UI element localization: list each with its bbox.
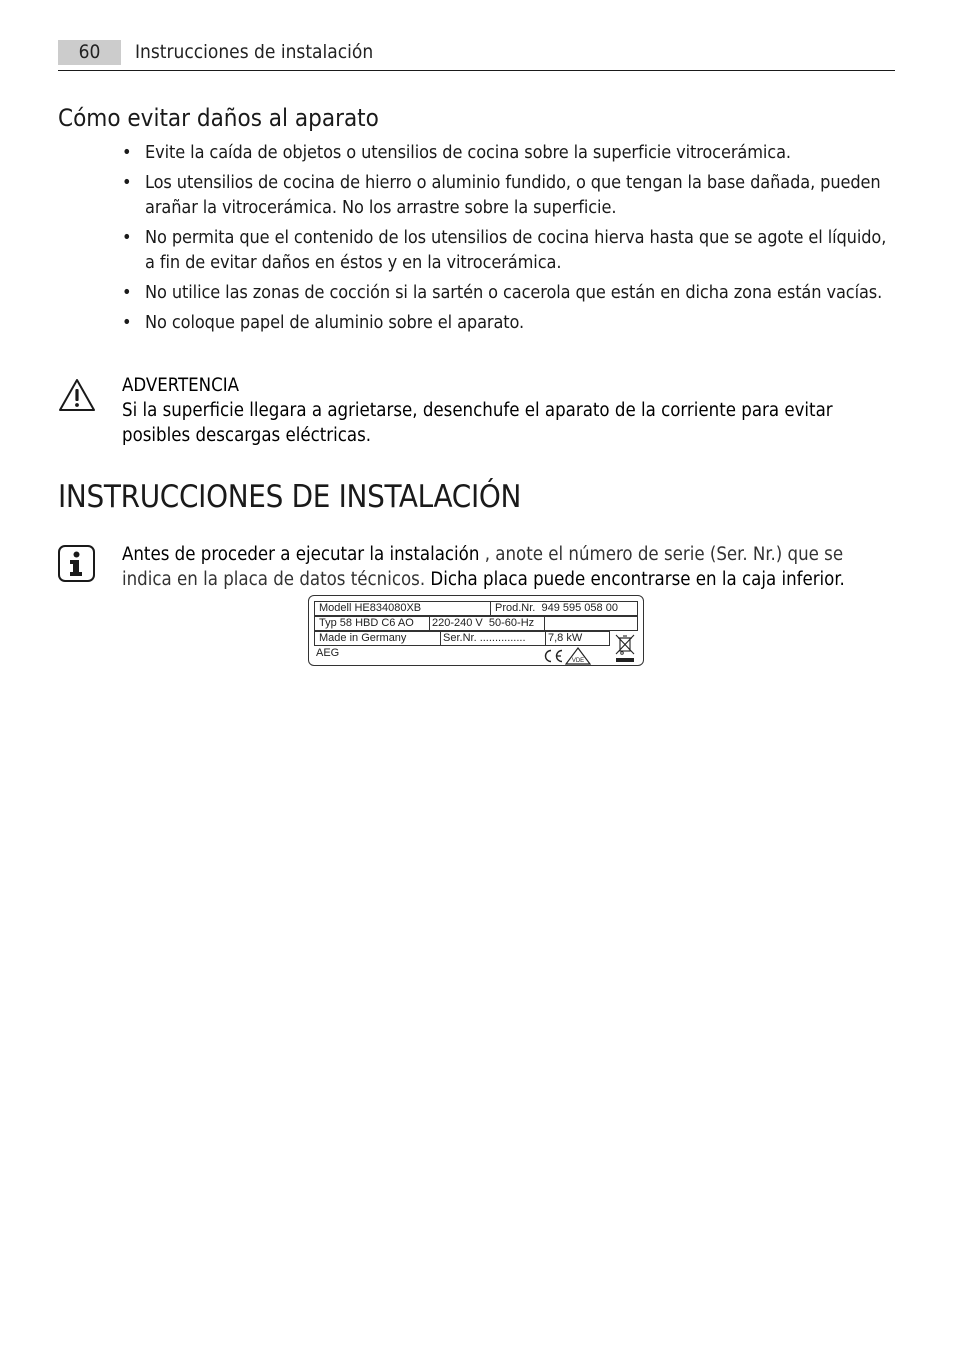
plate-prod-nr-label: Prod.Nr.: [495, 602, 536, 614]
installation-intro: [122, 542, 897, 592]
bullet-icon: •: [122, 142, 132, 163]
bullet-icon: •: [122, 172, 132, 193]
plate-empty-cell: [544, 616, 638, 631]
plate-ser-nr-label: Ser.Nr.: [443, 632, 477, 644]
plate-type: Typ 58 HBD C6 AO: [314, 616, 430, 631]
plate-ser-nr: [440, 631, 546, 646]
bullet-text: Los utensilios de cocina de hierro o aluminio fundido, o que tengan la base dañada, pueden arañar la vitrocerámica. No los arrastre sobre la superficie.: [145, 172, 881, 218]
warning-heading: ADVERTENCIA: [122, 375, 240, 396]
ce-mark-icon: [542, 649, 564, 663]
list-item: [122, 140, 892, 165]
damage-section-title: Cómo evitar daños al aparato: [58, 104, 379, 132]
plate-voltage: [429, 616, 545, 631]
plate-prod-nr: [490, 601, 638, 616]
list-item: [122, 310, 892, 335]
plate-prod-nr-value: 949 595 058 00: [541, 602, 618, 614]
list-item: [122, 170, 892, 220]
bullet-text: No coloque papel de aluminio sobre el aparato.: [145, 312, 525, 333]
crossed-bin-icon: [614, 633, 636, 664]
plate-made-in: Made in Germany: [314, 631, 441, 646]
damage-bullet-list: [122, 140, 892, 340]
rating-plate: [308, 595, 644, 666]
intro-strong-end: Dicha placa puede encontrarse en la caja inferior.: [425, 569, 845, 590]
intro-light: , anote el número de serie (Ser. Nr.) que se indica en la placa de datos técnicos.: [122, 544, 844, 590]
warning-block: [122, 373, 892, 448]
info-icon: [58, 545, 95, 582]
bullet-icon: •: [122, 227, 132, 248]
plate-voltage-value: 220-240 V: [432, 617, 483, 629]
warning-triangle-icon: [58, 378, 96, 412]
plate-ser-nr-value: ...............: [479, 632, 526, 644]
vde-mark-text: VDE: [571, 658, 585, 664]
list-item: [122, 225, 892, 275]
plate-frequency: 50-60-Hz: [488, 617, 535, 629]
list-item: [122, 280, 892, 305]
page-header: [58, 40, 895, 71]
plate-power: 7,8 kW: [545, 631, 610, 646]
installation-title: INSTRUCCIONES DE INSTALACIÓN: [58, 479, 522, 515]
plate-brand: AEG: [316, 647, 340, 659]
page-number: 60: [58, 40, 121, 65]
header-section-title: Instrucciones de instalación: [135, 41, 374, 63]
intro-strong: Antes de proceder a ejecutar la instalación: [122, 544, 480, 565]
bullet-icon: •: [122, 282, 132, 303]
bullet-text: Evite la caída de objetos o utensilios de cocina sobre la superficie vitrocerámica.: [145, 142, 791, 163]
warning-text: Si la superficie llegara a agrietarse, desenchufe el aparato de la corriente para evitar posibles descargas eléctricas.: [122, 400, 833, 446]
bullet-text: No permita que el contenido de los utensilios de cocina hierva hasta que se agote el líquido, a fin de evitar daños en éstos y en la vitrocerámica.: [145, 227, 887, 273]
bullet-icon: •: [122, 312, 132, 333]
bullet-text: No utilice las zonas de cocción si la sartén o cacerola que están en dicha zona están vacías.: [145, 282, 883, 303]
plate-model: Modell HE834080XB: [314, 601, 491, 616]
vde-mark-icon: [565, 647, 591, 665]
